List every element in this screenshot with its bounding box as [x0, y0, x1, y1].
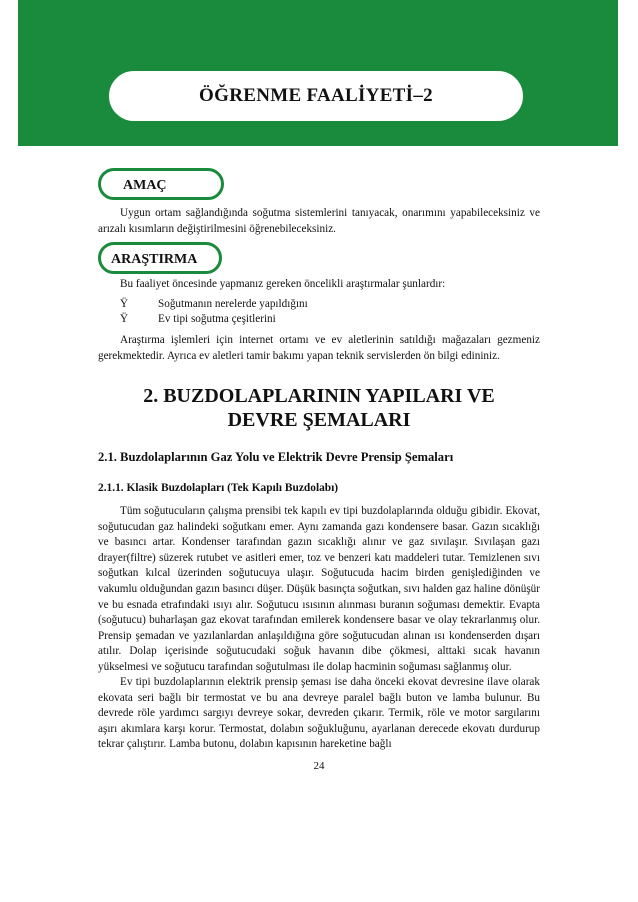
section-heading — [98, 384, 540, 432]
arastirma-intro: Bu faaliyet öncesinde yapmanız gereken öncelikli araştırmalar şunlardır: — [120, 278, 446, 290]
arastirma-note: Araştırma işlemleri için internet ortamı ve ev aletlerinin satıldığı mağazaları gezmeniz gerekmektedir. Ayrıca ev aletleri tamir bakımı yapan teknik servislerden ön bilgi edininiz. — [98, 334, 540, 362]
list-item-text: Ev tipi soğutma çeşitlerini — [158, 313, 276, 325]
arastirma-label: ARAŞTIRMA — [98, 242, 222, 274]
list-item — [120, 298, 308, 310]
subsubsection-heading: 2.1.1. Klasik Buzdolapları (Tek Kapılı Buzdolabı) — [98, 482, 339, 494]
bullet-mark: Ÿ — [120, 298, 129, 310]
activity-title-box — [106, 68, 526, 124]
list-item — [120, 313, 276, 325]
page-number: 24 — [313, 760, 325, 772]
body-paragraph-2: Ev tipi buzdolaplarının elektrik prensip şeması ise daha önceki ekovat devresine ilave olarak ekovata seri bağlı bir termostat ve bu ana devreye paralel bağlı buton ve lamba bulunur. Bu devrede röle yardımcı sargıyı devreye sokar, devreden çıkarır. Termik, röle ve motor sargılarını aşırı akımlara karşı korur. Termostat, dolabın soğukluğunu, ayarlanan derecede ekovatı durdurup tekrar çalıştırır. Lamba butonu, dolabın kapısının hareketine bağlı — [98, 676, 540, 751]
activity-title: ÖĞRENME FAALİYETİ–2 — [199, 85, 433, 106]
amac-text: Uygun ortam sağlandığında soğutma sistemlerini tanıyacak, onarımını yapabileceksiniz ve arızalı kısımların değiştirilmesini öğrenebileceksiniz. — [98, 207, 540, 235]
subsection-heading: 2.1. Buzdolaplarının Gaz Yolu ve Elektrik Devre Prensip Şemaları — [98, 450, 454, 464]
section-heading-line2: DEVRE ŞEMALARI — [227, 409, 411, 431]
amac-label: AMAÇ — [98, 168, 224, 200]
section-heading-line1: 2. BUZDOLAPLARININ YAPILARI VE — [143, 385, 495, 407]
bullet-mark: Ÿ — [120, 313, 129, 325]
list-item-text: Soğutmanın nerelerde yapıldığını — [158, 298, 308, 310]
body-paragraph-1: Tüm soğutucuların çalışma prensibi tek kapılı ev tipi buzdolaplarında olduğu gibidir. Ekovat, soğutucudan gaz halindeki soğutkanı emer. Aynı zamanda gazı kondensere basar. Gazın sıcaklığı ve basıncı artar. Kondenser tarafından gazın sıcaklığı alınır ve gaz sıvılaşır. Sıvılaşan gazı drayer(filtre) süzerek rutubet ve asitleri emer, toz ve benzeri katı maddeleri tutar. Temizlenen sıvı soğutkan kılcal üzerinden soğutucuya ulaşır. Soğutucuda hacim birden genişlediğinden ve vakumlu olduğundan gazın basıncı düşer. Düşük basınçta soğutkan, sıvı halden gaz haline dönüşür ve bu esnada etrafındaki ısıyı alır. Soğutucu ısısının alınması buranın soğuması demektir. Evapta (soğutucu) buharlaşan gaz ekovat tarafından emilerek kondensere basar ve olay tekrarlanmış olur. Prensip şemadan ve yazılanlardan anlaşıldığına göre soğutucudan alınan ısı kondenserden dışarı atılır. Dolap içerisinde soğutucudaki soğuk havanın dibe çökmesi, alttaki sıcak havanın yükselmesi ve soğutucu tarafından soğutulması ile dolap hacminin soğuması sağlanmış olur. — [98, 505, 540, 673]
